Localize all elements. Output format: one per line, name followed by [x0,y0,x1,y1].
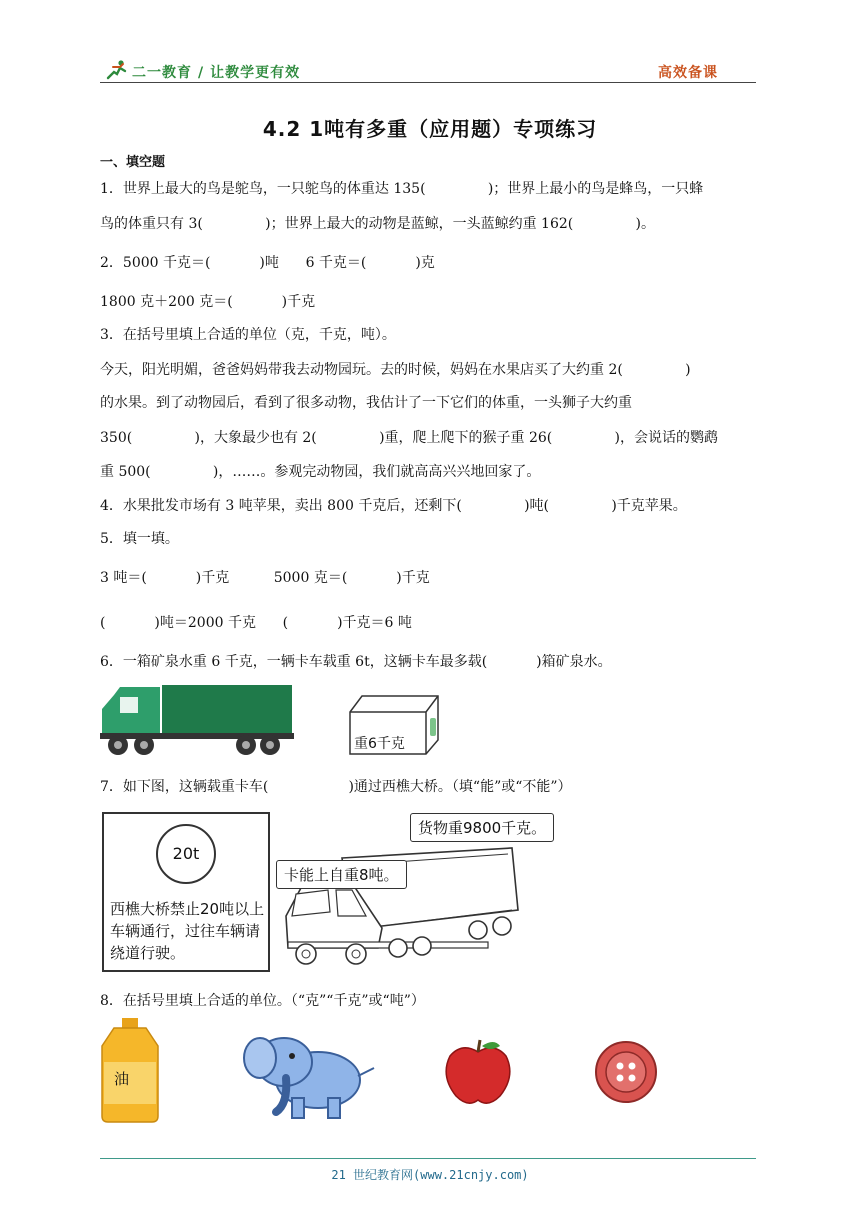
cargo-speech-bubble: 货物重9800千克。 [410,813,554,842]
header-divider [100,82,756,83]
dump-truck-icon [282,830,522,968]
question-line: ( )吨＝2000 千克 ( )千克＝6 吨 [100,615,412,631]
question-line: 350( )，大象最少也有 2( )重，爬上爬下的猴子重 26( )，会说话的鹦鹉 [100,430,719,446]
question-line: 4．水果批发市场有 3 吨苹果，卖出 800 千克后，还剩下( )吨( )千克苹果。 [100,498,687,514]
footer-divider [100,1158,756,1159]
question-line: 3．在括号里填上合适的单位（克，千克，吨）。 [100,327,396,343]
brand-slogan: 让教学更有效 [210,65,301,81]
oil-label: 油 [114,1070,130,1088]
question-line: 1800 克＋200 克＝( )千克 [100,294,316,310]
truck-icon [98,683,296,757]
question-line: 1．世界上最大的鸟是鸵鸟，一只鸵鸟的体重达 135( )；世界上最小的鸟是蜂鸟，一只蜂 [100,181,704,197]
header-right-label: 高效备课 [658,65,718,81]
question-line: 的水果。到了动物园后，看到了很多动物，我估计了一下它们的体重，一头狮子大约重 [100,395,632,411]
button-icon [594,1040,658,1104]
question-line: 8．在括号里填上合适的单位。（“克”“千克”或“吨”） [100,993,425,1009]
section-title: 一、填空题 [100,155,166,170]
truck-speech-bubble: 卡能上自重8吨。 [276,860,407,889]
sign-text: 西樵大桥禁止20吨以上车辆通行，过往车辆请绕道行驶。 [110,900,265,962]
runner-logo-icon [104,60,130,80]
question-line: 鸟的体重只有 3( )；世界上最大的动物是蓝鲸，一头蓝鲸约重 162( )。 [100,216,655,232]
question-line: 5．填一填。 [100,531,179,547]
brand-name: 二一教育 [132,65,192,81]
page-title: 4.2 1吨有多重（应用题）专项练习 [262,117,598,141]
header-separator: / [198,65,205,81]
header-brand [132,62,300,82]
oil-bottle-icon [100,1016,166,1124]
apple-icon [442,1036,514,1108]
bridge-sign [102,812,270,972]
question-line: 今天，阳光明媚，爸爸妈妈带我去动物园玩。去的时候，妈妈在水果店买了大约重 2( ) [100,362,691,378]
question-line: 7．如下图，这辆载重卡车( )通过西樵大桥。（填“能”或“不能”） [100,779,572,795]
elephant-icon [240,1028,380,1122]
question-line: 2．5000 千克＝( )吨 6 千克＝( )克 [100,255,435,271]
question-line: 3 吨＝( )千克 5000 克＝( )千克 [100,570,430,586]
question-line: 重 500( )，……。参观完动物园，我们就高高兴兴地回家了。 [100,464,541,480]
footer-text: 21 世纪教育网(www.21cnjy.com) [331,1168,529,1182]
question-line: 6．一箱矿泉水重 6 千克，一辆卡车载重 6t，这辆卡车最多载( )箱矿泉水。 [100,654,612,670]
box-weight-label: 重6千克 [354,736,405,752]
weight-limit-badge: 20t [156,824,216,884]
